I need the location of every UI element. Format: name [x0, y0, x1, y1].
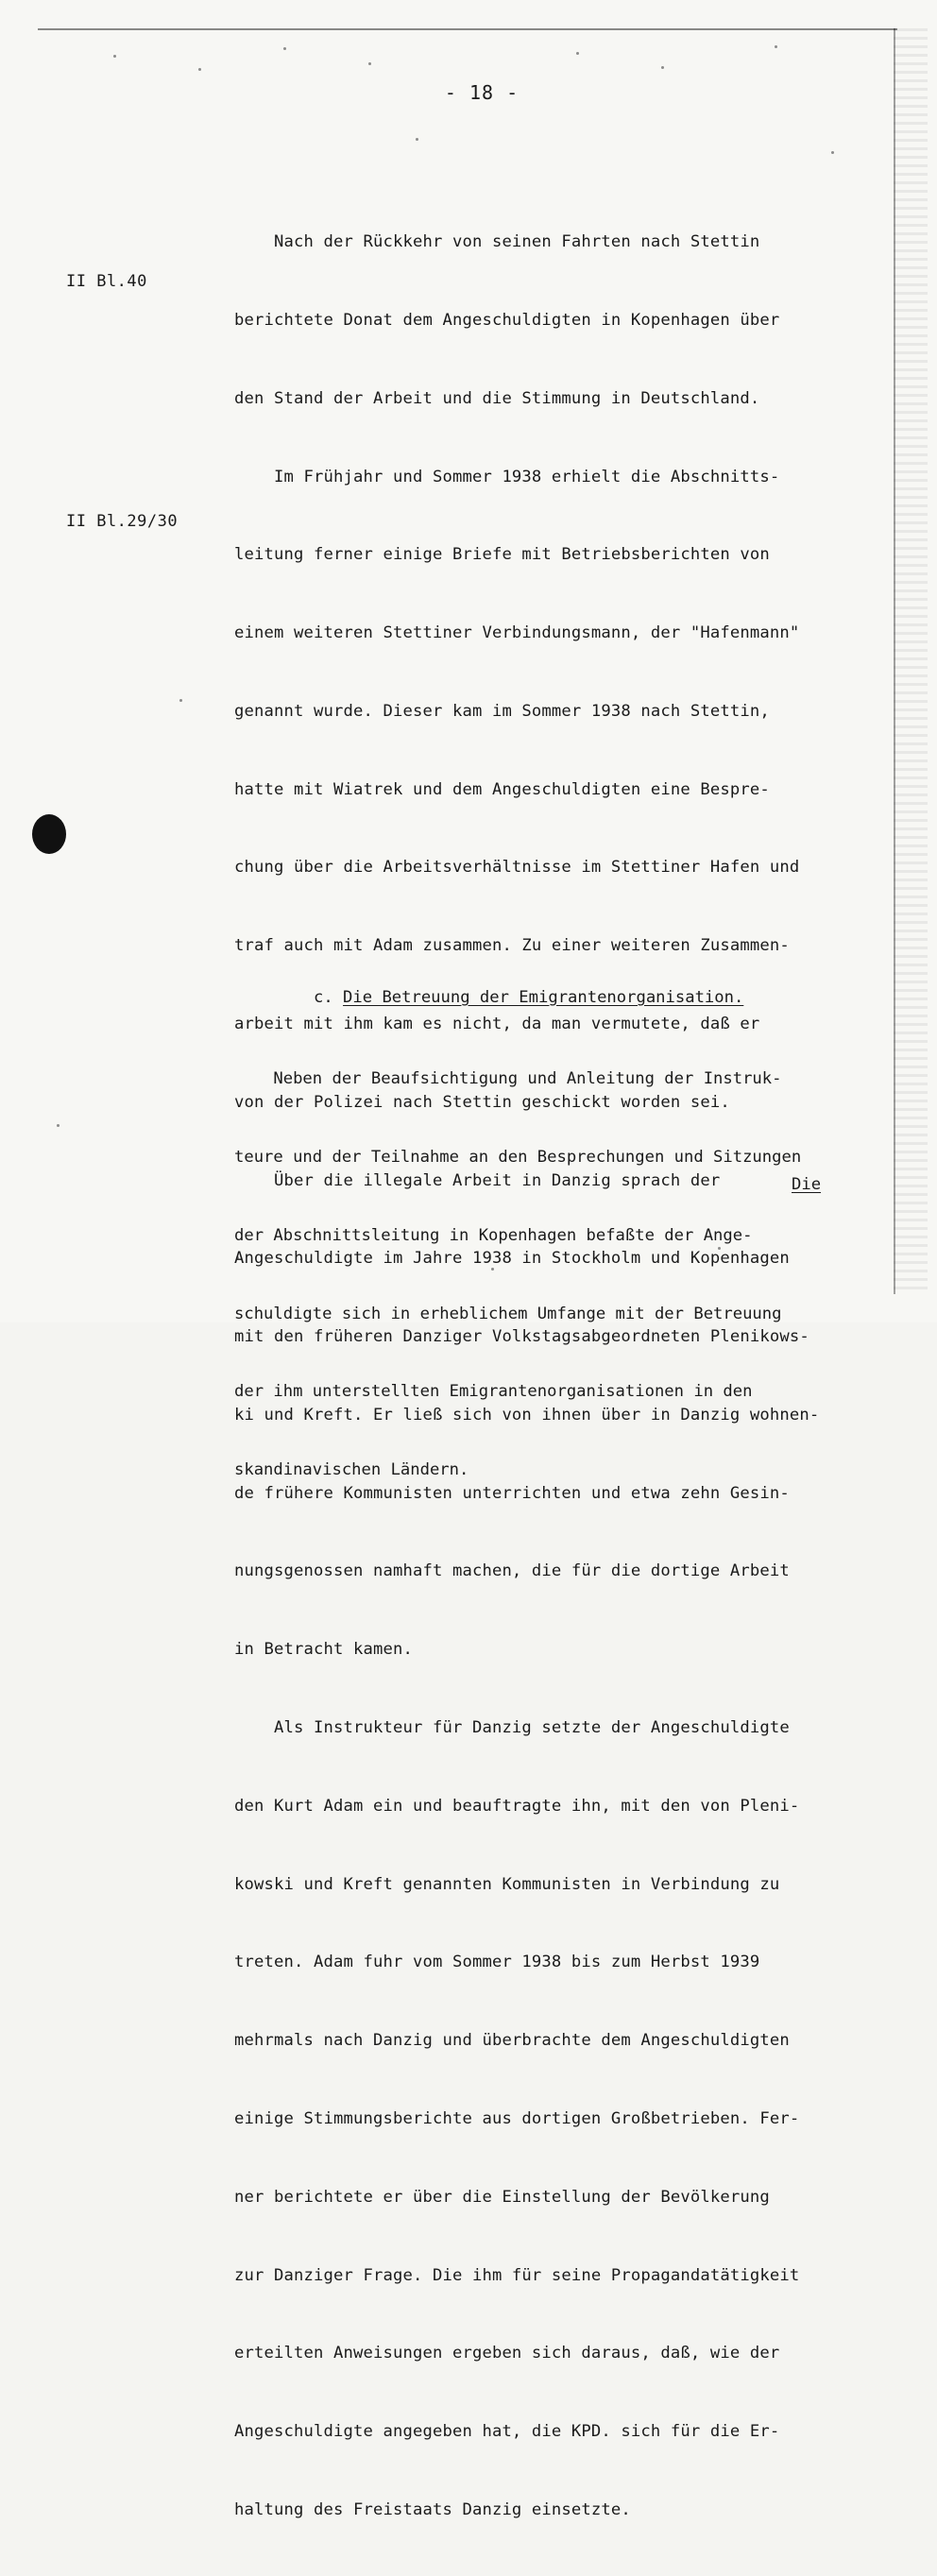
- text-line: traf auch mit Adam zusammen. Zu einer weiteren Zusammen-: [234, 936, 790, 956]
- text-line: in Betracht kamen.: [234, 1640, 413, 1660]
- margin-reference: II Bl.29/30: [66, 512, 179, 531]
- text-line: der Abschnittsleitung in Kopenhagen befaßte der Ange-: [234, 1225, 753, 1245]
- text-line: treten. Adam fuhr vom Sommer 1938 bis zum Herbst 1939: [234, 1953, 760, 1972]
- text-line: Angeschuldigte angegeben hat, die KPD. sich für die Er-: [234, 2422, 780, 2442]
- text-line: einige Stimmungsberichte aus dortigen Großbetrieben. Fer-: [234, 2108, 800, 2128]
- catchword: Die: [792, 1175, 822, 1194]
- text-line: genannt wurde. Dieser kam im Sommer 1938 nach Stettin,: [234, 701, 770, 721]
- text-line: Neben der Beaufsichtigung und Anleitung der Instruk-: [234, 1069, 782, 1089]
- page-number: - 18 -: [444, 81, 520, 104]
- text-line: Im Frühjahr und Sommer 1938 erhielt die Abschnitts-: [234, 467, 780, 486]
- text-line: der ihm unterstellten Emigrantenorganisationen in den: [234, 1382, 753, 1402]
- text-line: mit den früheren Danziger Volkstagsabgeordneten Plenikows-: [234, 1327, 809, 1347]
- margin-reference: II Bl.40: [66, 272, 147, 291]
- text-line: Nach der Rückkehr von seinen Fahrten nach Stettin: [234, 232, 760, 252]
- text-line: Über die illegale Arbeit in Danzig sprach der: [234, 1170, 721, 1190]
- text-line: berichtete Donat dem Angeschuldigten in Kopenhagen über: [234, 310, 780, 330]
- text-line: nungsgenossen namhaft machen, die für die dortige Arbeit: [234, 1561, 790, 1581]
- section-body-text: [234, 1015, 886, 1536]
- text-line: den Stand der Arbeit und die Stimmung in Deutschland.: [234, 388, 760, 408]
- text-line: ki und Kreft. Er ließ sich von ihnen über in Danzig wohnen-: [234, 1405, 820, 1424]
- scan-top-edge: [38, 28, 897, 34]
- text-line: de frühere Kommunisten unterrichten und etwa zehn Gesin-: [234, 1483, 790, 1503]
- text-line: erteilten Anweisungen ergeben sich daraus, daß, wie der: [234, 2344, 780, 2363]
- text-line: kowski und Kreft genannten Kommunisten in Verbindung zu: [234, 1874, 780, 1894]
- text-line: Angeschuldigte im Jahre 1938 in Stockholm und Kopenhagen: [234, 1249, 790, 1269]
- text-line: schuldigte sich in erheblichem Umfange mit der Betreuung: [234, 1304, 782, 1323]
- section-heading: [314, 988, 743, 1007]
- text-line: Als Instrukteur für Danzig setzte der Angeschuldigte: [234, 1718, 790, 1738]
- punch-hole: [32, 814, 66, 854]
- text-line: den Kurt Adam ein und beauftragte ihn, mit den von Pleni-: [234, 1796, 800, 1816]
- text-line: von der Polizei nach Stettin geschickt worden sei.: [234, 1092, 730, 1112]
- text-line: leitung ferner einige Briefe mit Betriebsberichten von: [234, 545, 770, 565]
- section-title: Die Betreuung der Emigrantenorganisation.: [343, 988, 744, 1007]
- text-line: ner berichtete er über die Einstellung der Bevölkerung: [234, 2187, 770, 2207]
- text-line: arbeit mit ihm kam es nicht, da man vermutete, daß er: [234, 1015, 760, 1033]
- text-line: hatte mit Wiatrek und dem Angeschuldigten eine Bespre-: [234, 779, 770, 799]
- text-line: einem weiteren Stettiner Verbindungsmann, der "Hafenmann": [234, 623, 800, 643]
- text-line: zur Danziger Frage. Die ihm für seine Propagandatätigkeit: [234, 2265, 800, 2285]
- text-line: chung über die Arbeitsverhältnisse im Stettiner Hafen und: [234, 858, 800, 878]
- scan-right-edge: [894, 28, 928, 1294]
- text-line: haltung des Freistaats Danzig einsetzte.: [234, 2499, 631, 2519]
- text-line: teure und der Teilnahme an den Besprechungen und Sitzungen: [234, 1147, 802, 1167]
- text-line: skandinavischen Ländern.: [234, 1460, 469, 1480]
- text-line: mehrmals nach Danzig und überbrachte dem Angeschuldigten: [234, 2031, 790, 2051]
- section-letter: c.: [314, 988, 344, 1007]
